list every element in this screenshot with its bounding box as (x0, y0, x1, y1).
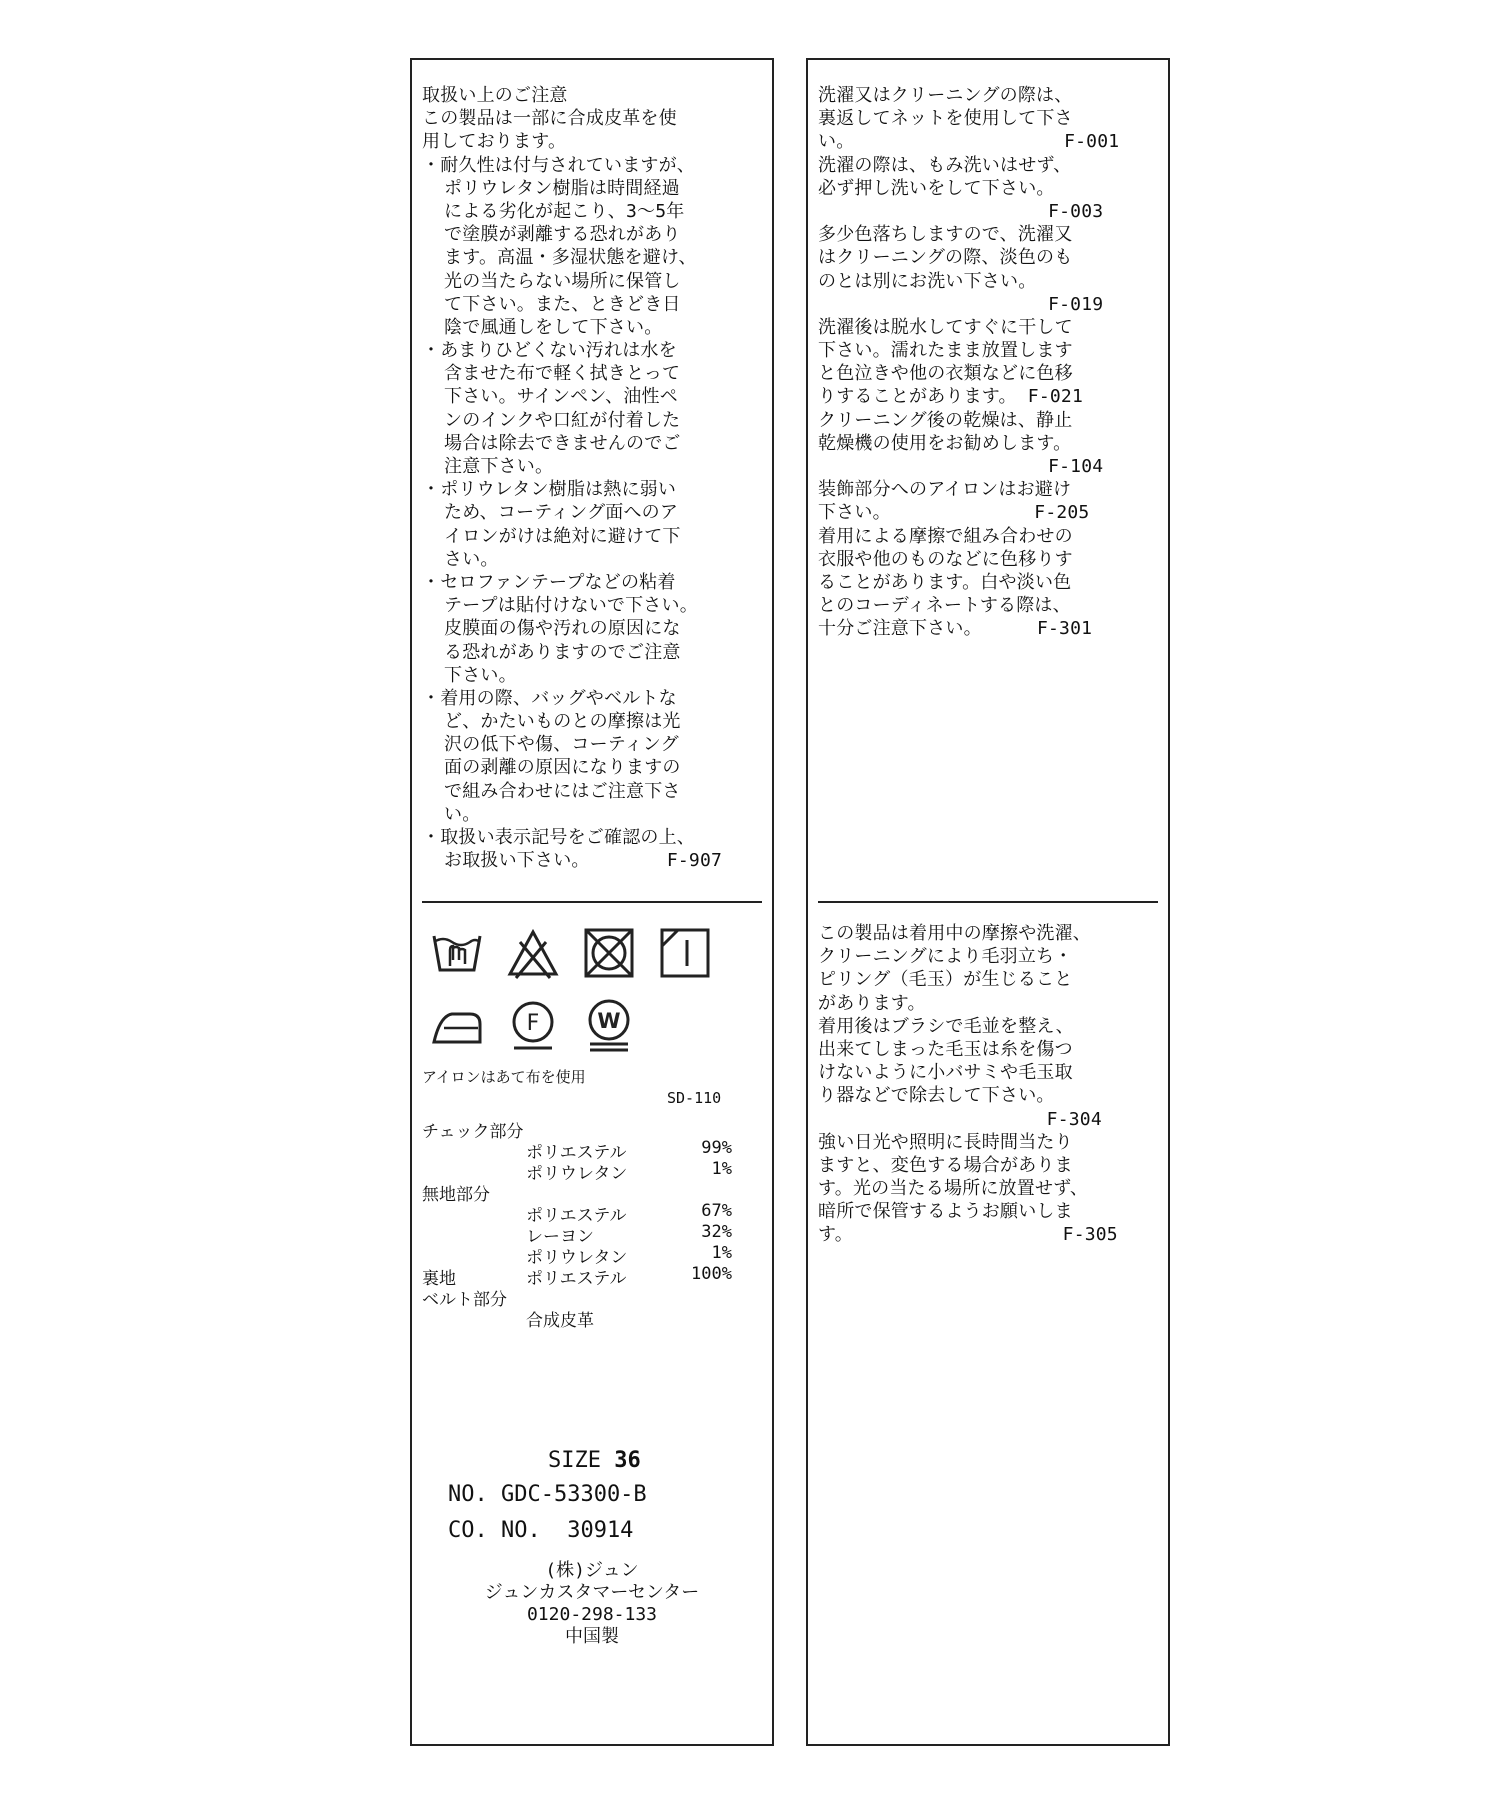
caution-line: この製品は一部に合成皮革を使 (422, 108, 677, 130)
washing-text-block (818, 84, 1119, 641)
caution-line: ・取扱い表示記号をご確認の上、 (422, 827, 695, 848)
caution-line: ・耐久性は付与されていますが、 (422, 154, 695, 176)
composition-material: ポリエステル (526, 1269, 627, 1289)
composition-material: 合成皮革 (526, 1311, 594, 1331)
washing-line: 洗濯又はクリーニングの際は、 (818, 85, 1073, 106)
caution-line: ・ポリウレタン樹脂は熱に弱い (422, 479, 677, 501)
iron-low-icon (430, 998, 484, 1052)
company-name: (株)ジュン (545, 1560, 639, 1581)
caution-line: ど、かたいものとの摩擦は光 (444, 711, 681, 733)
caution-line: 場合は除去できませんのでご (444, 432, 681, 454)
washing-line: 装飾部分へのアイロンはお避け (818, 479, 1072, 501)
caution-line: 下さい。サインペン、油性ペ (444, 386, 678, 408)
size-value: 36 (614, 1448, 641, 1473)
pilling-line: す。 F-305 (818, 1224, 1118, 1246)
caution-line: ポリウレタン樹脂は時間経過 (444, 177, 680, 199)
caution-line: ・セロファンテープなどの粘着 (422, 571, 676, 593)
pilling-line: けないように小バサミや毛玉取 (818, 1062, 1073, 1084)
pilling-line: 着用後はブラシで毛並を整え、 (818, 1015, 1074, 1037)
composition-percent: 67% (701, 1201, 732, 1221)
washing-line: 洗濯後は脱水してすぐに干して (818, 316, 1073, 338)
pilling-line: があります。 (818, 992, 926, 1014)
caution-line: る恐れがありますのでご注意 (444, 641, 681, 663)
line-dry-shade-icon (658, 926, 712, 980)
washing-line: 洗濯の際は、もみ洗いはせず、 (818, 154, 1072, 176)
wash-hand-40-icon (430, 926, 484, 980)
composition-material: ポリウレタン (526, 1164, 628, 1184)
washing-line: と色泣きや他の衣類などに色移 (818, 363, 1073, 385)
caution-line: 皮膜面の傷や汚れの原因にな (444, 618, 681, 640)
caution-line: 取扱い上のご注意 (422, 85, 568, 106)
pilling-line: この製品は着用中の摩擦や洗濯、 (818, 923, 1091, 944)
washing-line: 多少色落ちしますので、洗濯又 (818, 224, 1073, 246)
wet-clean-w-icon (582, 998, 636, 1052)
washing-line: い。 F-001 (818, 131, 1120, 153)
customer-center: ジュンカスタマーセンター (484, 1582, 700, 1603)
caution-line: 面の剥離の原因になりますの (444, 757, 681, 779)
caution-line: ます。高温・多湿状態を避け、 (444, 247, 697, 269)
svg-text:F: F (526, 1011, 540, 1036)
composition-material: ポリウレタン (526, 1248, 628, 1268)
composition-section: 裏地 (422, 1269, 456, 1289)
washing-line: ることがあります。白や淡い色 (818, 571, 1072, 593)
care-label-right-panel (806, 58, 1170, 1746)
caution-line: 光の当たらない場所に保管し (444, 270, 681, 292)
composition-percent: 100% (691, 1264, 732, 1284)
washing-line: 着用による摩擦で組み合わせの (818, 525, 1073, 547)
washing-line: 乾燥機の使用をお勧めします。 (818, 432, 1072, 454)
caution-line: さい。 (444, 548, 499, 570)
washing-line: 必ず押し洗いをして下さい。 (818, 177, 1055, 199)
caution-line: お取扱い下さい。 F-907 (444, 850, 723, 872)
washing-line: クリーニング後の乾燥は、静止 (818, 409, 1073, 431)
composition-material: レーヨン (526, 1227, 594, 1247)
caution-line: テープは貼付けないで下さい。 (444, 595, 698, 617)
composition-section: ベルト部分 (422, 1290, 507, 1310)
caution-line: ・あまりひどくない汚れは水を (422, 340, 677, 362)
pilling-text-block (818, 922, 1118, 1247)
pilling-line: り器などで除去して下さい。 (818, 1085, 1055, 1107)
pilling-line: 暗所で保管するようお願いしま (818, 1201, 1073, 1223)
care-code: SD-110 (667, 1089, 722, 1107)
pilling-line: ピリング（毛玉）が生じること (818, 969, 1073, 991)
country-of-origin: 中国製 (565, 1626, 619, 1647)
composition-percent: 99% (701, 1138, 732, 1158)
caution-line: ・着用の際、バッグやベルトな (422, 687, 677, 709)
no-tumble-dry-icon (582, 926, 636, 980)
care-symbols-row-2 (430, 998, 636, 1052)
caution-line: 下さい。 (444, 664, 517, 686)
size-label: SIZE (548, 1448, 601, 1473)
composition-percent: 32% (701, 1222, 732, 1242)
washing-line: 下さい。 F-205 (818, 502, 1090, 524)
caution-line: 沢の低下や傷、コーティング (444, 734, 679, 756)
caution-line: で塗膜が剥離する恐れがあり (444, 224, 681, 246)
left-divider (422, 901, 762, 903)
washing-line: F-003 (1048, 200, 1104, 222)
caution-line: 用しております。 (422, 131, 567, 153)
washing-line: りすることがあります。 F-021 (818, 386, 1083, 408)
caution-line: い。 (444, 803, 481, 825)
washing-line: F-019 (1048, 293, 1104, 315)
washing-line: 裏返してネットを使用して下さ (818, 108, 1073, 130)
caution-text-block (422, 84, 722, 872)
composition-section: チェック部分 (422, 1122, 524, 1142)
dry-clean-f-icon (506, 998, 560, 1052)
caution-line: ンのインクや口紅が付着した (444, 409, 681, 431)
caution-line: 陰で風通しをして下さい。 (444, 316, 663, 338)
caution-line: て下さい。また、ときどき日 (444, 293, 681, 315)
washing-line: F-104 (1048, 456, 1104, 477)
composition-percent: 1% (711, 1243, 732, 1263)
caution-line: 含ませた布で軽く拭きとって (444, 363, 681, 385)
caution-line: で組み合わせにはご注意下さ (444, 780, 681, 802)
pilling-line: クリーニングにより毛羽立ち・ (818, 946, 1073, 968)
product-number: NO. GDC-53300-B (448, 1482, 647, 1507)
washing-line: 下さい。濡れたまま放置します (818, 340, 1073, 362)
washing-line: とのコーディネートする際は、 (818, 595, 1071, 617)
right-divider (818, 901, 1158, 903)
pilling-line: F-304 (1046, 1108, 1102, 1130)
composition-material: ポリエステル (526, 1206, 627, 1226)
caution-line: ため、コーティング面へのア (444, 502, 679, 524)
composition-percent: 1% (711, 1159, 732, 1179)
washing-line: はクリーニングの際、淡色のも (818, 247, 1073, 269)
pilling-line: 強い日光や照明に長時間当たり (818, 1131, 1073, 1153)
washing-line: 衣服や他のものなどに色移りす (818, 548, 1073, 570)
washing-line: のとは別にお洗い下さい。 (818, 270, 1037, 292)
pilling-line: す。光の当たる場所に放置せず、 (818, 1178, 1089, 1200)
co-number: CO. NO. 30914 (448, 1518, 634, 1543)
pilling-line: 出来てしまった毛玉は糸を傷つ (818, 1038, 1073, 1060)
washing-line: 十分ご注意下さい。 F-301 (818, 618, 1093, 640)
composition-section: 無地部分 (422, 1185, 490, 1205)
no-bleach-icon (506, 926, 560, 980)
care-note: アイロンはあて布を使用 (422, 1068, 586, 1086)
care-symbols-row-1 (430, 926, 712, 980)
pilling-line: ますと、変色する場合がありま (818, 1154, 1073, 1176)
phone-number: 0120-298-133 (526, 1604, 658, 1625)
caution-line: 注意下さい。 (444, 456, 554, 477)
caution-line: による劣化が起こり、3～5年 (444, 200, 685, 222)
size-line (548, 1448, 641, 1473)
composition-material: ポリエステル (526, 1143, 627, 1163)
svg-text:W: W (597, 1009, 621, 1033)
care-label-left-panel (410, 58, 774, 1746)
caution-line: イロンがけは絶対に避けて下 (444, 525, 681, 547)
